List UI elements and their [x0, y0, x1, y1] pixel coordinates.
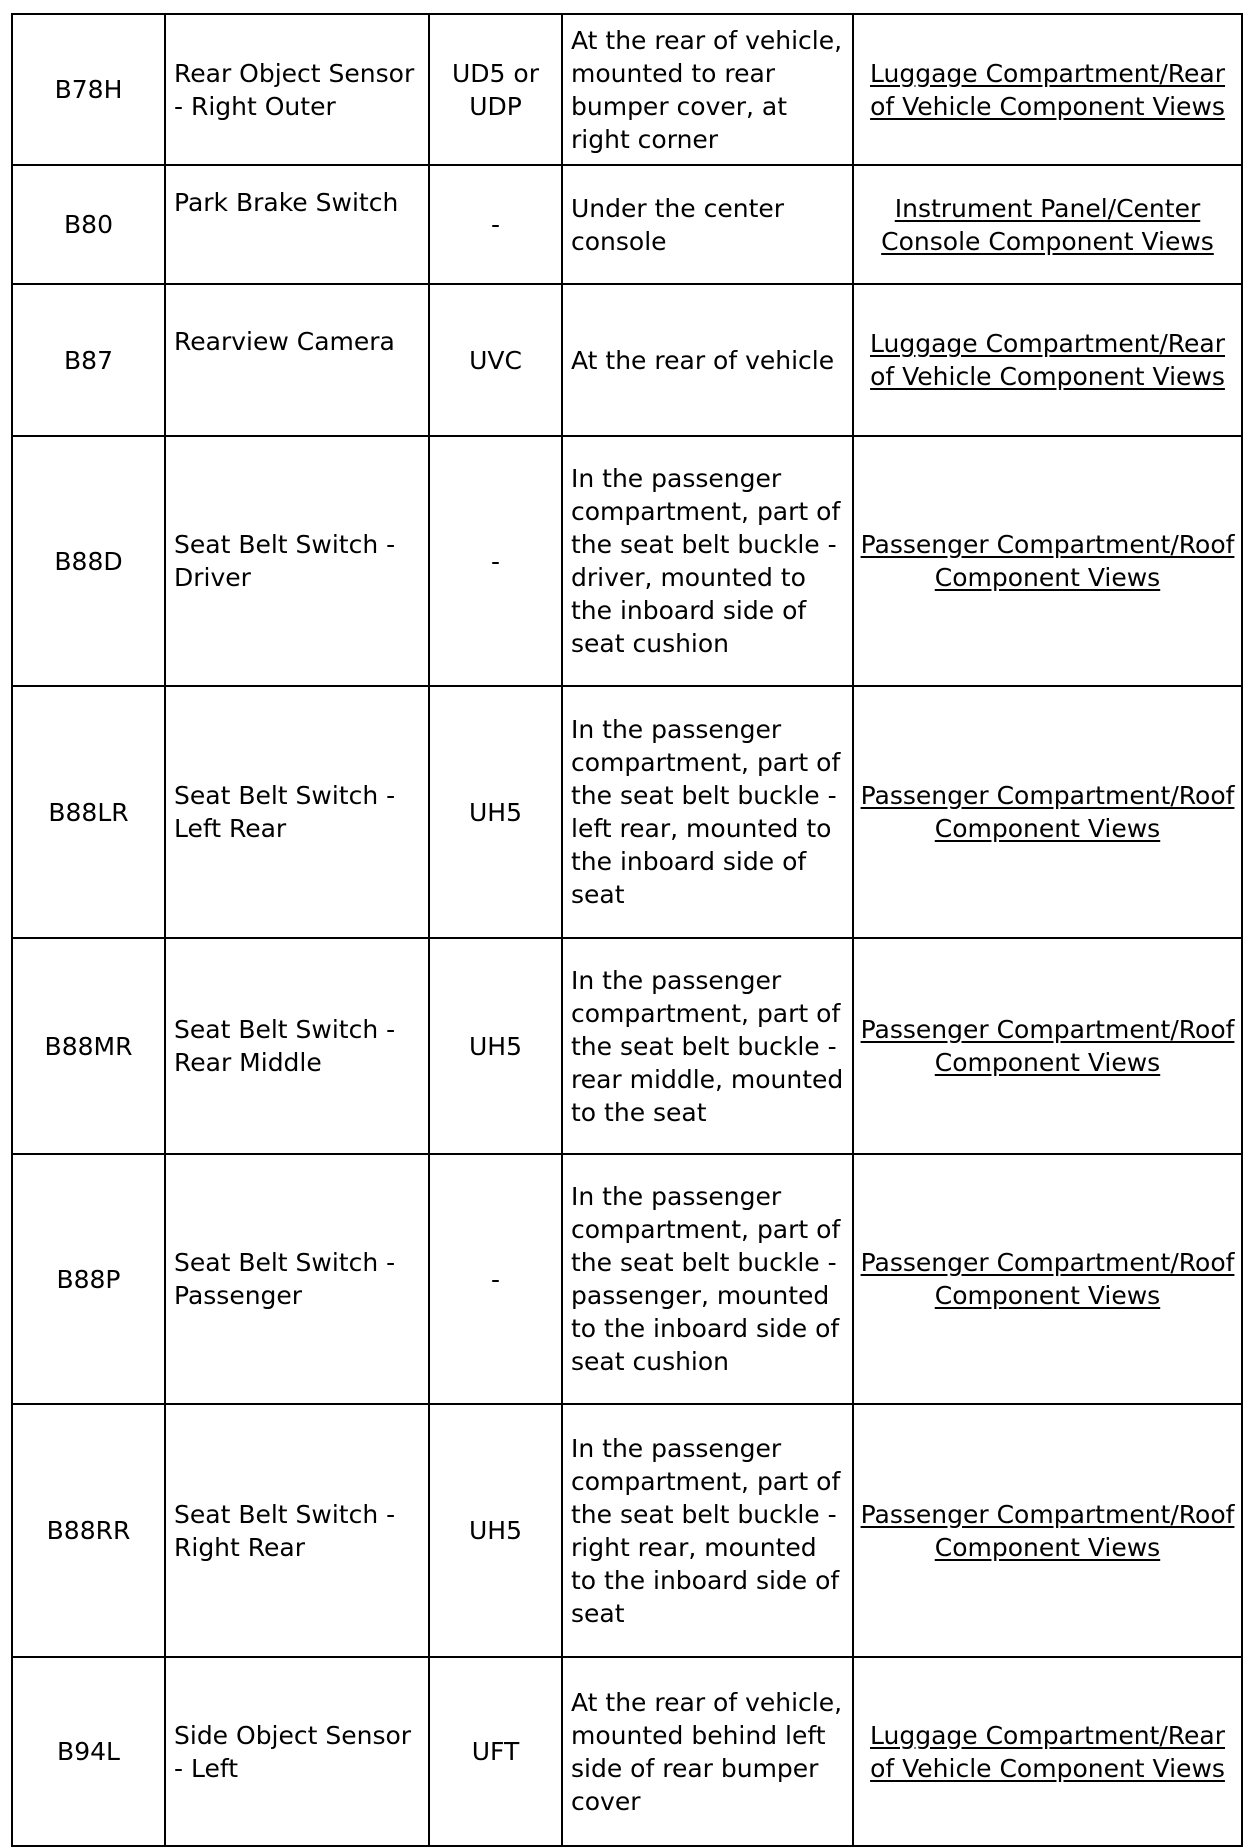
component-view-cell: [853, 938, 1242, 1154]
component-name: Seat Belt Switch - Left Rear: [165, 686, 429, 938]
table-row: [12, 436, 1242, 686]
component-view-link[interactable]: Passenger Compartment/Roof Component Views: [860, 530, 1235, 592]
component-location: At the rear of vehicle: [562, 284, 853, 436]
component-view-cell: [853, 14, 1242, 165]
component-location: In the passenger compartment, part of the seat belt buckle - rear middle, mounted to the seat: [562, 938, 853, 1154]
component-view-link[interactable]: Passenger Compartment/Roof Component Views: [860, 1248, 1235, 1310]
component-view-link[interactable]: Luggage Compartment/Rear of Vehicle Component Views: [870, 58, 1225, 121]
component-view-link[interactable]: Luggage Compartment/Rear of Vehicle Component Views: [870, 1720, 1225, 1783]
component-id: B88LR: [12, 686, 165, 938]
option-code: UD5 or UDP: [429, 14, 562, 165]
component-view-cell: [853, 1154, 1242, 1404]
option-code: UH5: [429, 938, 562, 1154]
table-row: [12, 1154, 1242, 1404]
table-row: [12, 14, 1242, 165]
component-view-cell: [853, 165, 1242, 284]
component-id: B88MR: [12, 938, 165, 1154]
component-id: B94L: [12, 1657, 165, 1846]
component-view-cell: [853, 436, 1242, 686]
component-view-link[interactable]: Luggage Compartment/Rear of Vehicle Component Views: [870, 329, 1225, 391]
component-view-link[interactable]: Passenger Compartment/Roof Component Views: [860, 781, 1235, 843]
component-view-cell: [853, 686, 1242, 938]
option-code: -: [429, 165, 562, 284]
component-name: Seat Belt Switch - Rear Middle: [165, 938, 429, 1154]
option-code: UVC: [429, 284, 562, 436]
component-name: Seat Belt Switch - Passenger: [165, 1154, 429, 1404]
component-location: At the rear of vehicle, mounted behind left side of rear bumper cover: [562, 1657, 853, 1846]
component-location: Under the center console: [562, 165, 853, 284]
component-name: Park Brake Switch: [165, 165, 429, 284]
table-row: [12, 1657, 1242, 1846]
component-location: In the passenger compartment, part of the seat belt buckle - driver, mounted to the inboard side of seat cushion: [562, 436, 853, 686]
component-view-link[interactable]: Instrument Panel/Center Console Component Views: [881, 193, 1214, 256]
component-name: Side Object Sensor - Left: [165, 1657, 429, 1846]
component-name: Seat Belt Switch - Driver: [165, 436, 429, 686]
component-view-cell: [853, 284, 1242, 436]
component-name: Seat Belt Switch - Right Rear: [165, 1404, 429, 1657]
option-code: -: [429, 1154, 562, 1404]
component-id: B80: [12, 165, 165, 284]
component-id: B88D: [12, 436, 165, 686]
component-location: In the passenger compartment, part of the seat belt buckle - left rear, mounted to the inboard side of seat: [562, 686, 853, 938]
table-row: [12, 284, 1242, 436]
option-code: UH5: [429, 1404, 562, 1657]
table-row: [12, 686, 1242, 938]
component-view-link[interactable]: Passenger Compartment/Roof Component Views: [860, 1499, 1235, 1562]
component-view-link[interactable]: Passenger Compartment/Roof Component Views: [860, 1015, 1235, 1077]
component-location: At the rear of vehicle, mounted to rear bumper cover, at right corner: [562, 14, 853, 165]
component-locator-table: [11, 13, 1243, 1847]
component-location: In the passenger compartment, part of the seat belt buckle - right rear, mounted to the inboard side of seat: [562, 1404, 853, 1657]
component-location: In the passenger compartment, part of the seat belt buckle - passenger, mounted to the inboard side of seat cushion: [562, 1154, 853, 1404]
component-id: B88P: [12, 1154, 165, 1404]
option-code: UFT: [429, 1657, 562, 1846]
table-row: [12, 1404, 1242, 1657]
component-id: B88RR: [12, 1404, 165, 1657]
option-code: -: [429, 436, 562, 686]
component-view-cell: [853, 1404, 1242, 1657]
component-id: B87: [12, 284, 165, 436]
component-name: Rearview Camera: [165, 284, 429, 436]
component-id: B78H: [12, 14, 165, 165]
option-code: UH5: [429, 686, 562, 938]
component-name: Rear Object Sensor - Right Outer: [165, 14, 429, 165]
table-row: [12, 938, 1242, 1154]
component-view-cell: [853, 1657, 1242, 1846]
table-row: [12, 165, 1242, 284]
